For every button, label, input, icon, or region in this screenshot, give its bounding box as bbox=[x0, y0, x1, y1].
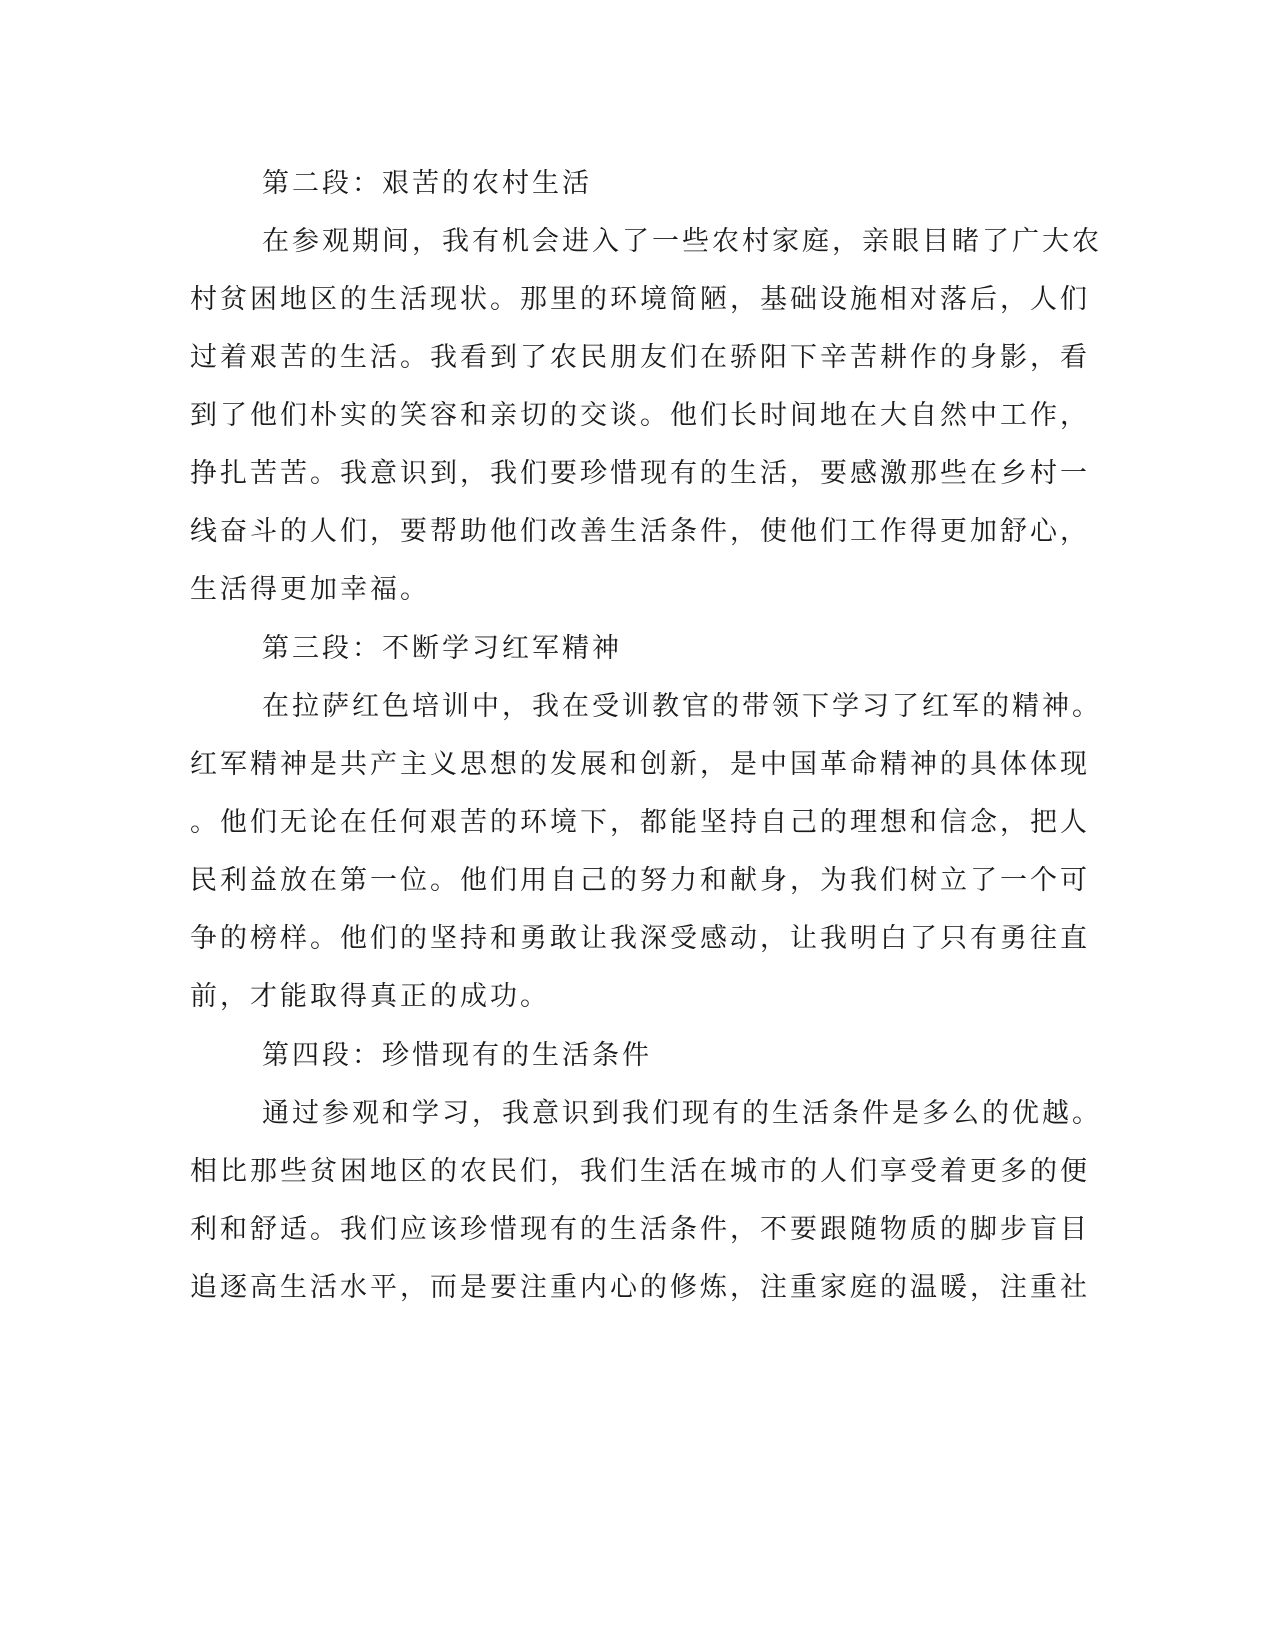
paragraph-line: 民利益放在第一位。他们用自己的努力和献身，为我们树立了一个可 bbox=[190, 865, 1090, 896]
paragraph-line: 到了他们朴实的笑容和亲切的交谈。他们长时间地在大自然中工作， bbox=[190, 400, 1090, 431]
paragraph-line: 前，才能取得真正的成功。 bbox=[190, 981, 550, 1012]
paragraph-line: 线奋斗的人们，要帮助他们改善生活条件，使他们工作得更加舒心， bbox=[190, 516, 1090, 547]
paragraph-line: 村贫困地区的生活现状。那里的环境简陋，基础设施相对落后，人们 bbox=[190, 284, 1090, 315]
section-heading: 第二段：艰苦的农村生活 bbox=[262, 168, 592, 199]
paragraph-line: 追逐高生活水平，而是要注重内心的修炼，注重家庭的温暖，注重社 bbox=[190, 1272, 1090, 1303]
paragraph-line: 挣扎苦苦。我意识到，我们要珍惜现有的生活，要感激那些在乡村一 bbox=[190, 458, 1090, 489]
paragraph-line: 过着艰苦的生活。我看到了农民朋友们在骄阳下辛苦耕作的身影，看 bbox=[190, 342, 1090, 373]
paragraph-line: 利和舒适。我们应该珍惜现有的生活条件，不要跟随物质的脚步盲目 bbox=[190, 1214, 1090, 1245]
paragraph-line: 在参观期间，我有机会进入了一些农村家庭，亲眼目睹了广大农 bbox=[262, 226, 1102, 257]
paragraph-line: 在拉萨红色培训中，我在受训教官的带领下学习了红军的精神。 bbox=[262, 691, 1102, 722]
paragraph-line: 生活得更加幸福。 bbox=[190, 574, 430, 605]
paragraph-line: 红军精神是共产主义思想的发展和创新，是中国革命精神的具体体现 bbox=[190, 749, 1090, 780]
section-heading: 第四段：珍惜现有的生活条件 bbox=[262, 1040, 652, 1071]
paragraph-line: 相比那些贫困地区的农民们，我们生活在城市的人们享受着更多的便 bbox=[190, 1156, 1090, 1187]
paragraph-line: 。他们无论在任何艰苦的环境下，都能坚持自己的理想和信念，把人 bbox=[190, 807, 1090, 838]
section-heading: 第三段：不断学习红军精神 bbox=[262, 633, 622, 664]
paragraph-line: 通过参观和学习，我意识到我们现有的生活条件是多么的优越。 bbox=[262, 1098, 1102, 1129]
paragraph-line: 争的榜样。他们的坚持和勇敢让我深受感动，让我明白了只有勇往直 bbox=[190, 923, 1090, 954]
